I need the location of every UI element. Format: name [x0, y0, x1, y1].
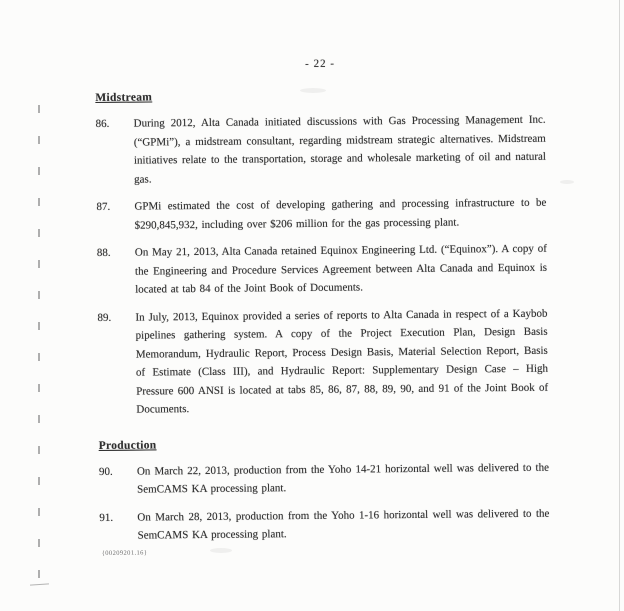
paragraph-86 — [96, 111, 547, 189]
paragraph-number: 88. — [96, 246, 111, 259]
paragraph-text: On May 21, 2013, Alta Canada retained Equinox Engineering Ltd. (“Equinox”). A copy of the Engineering and Procedure Services Agreement between Alta Canada and Equinox is located at tab 84 of the Joint Book of Documents. — [134, 242, 548, 296]
scan-smudge — [560, 180, 574, 184]
paragraph-number: 91. — [99, 511, 114, 524]
scan-artifact-dash — [30, 583, 49, 585]
section-heading-midstream: Midstream — [95, 91, 153, 104]
paragraph-87 — [96, 194, 546, 235]
page-content — [95, 56, 550, 555]
scan-binding-marks-line — [38, 105, 40, 587]
paragraph-text: On March 22, 2013, production from the Yoho 14-21 horizontal well was delivered to the SemCAMS KA processing plant. — [136, 461, 549, 496]
paragraph-text: In July, 2013, Equinox provided a series of reports to Alta Canada in respect of a Kaybob pipelines gathering system. A copy of the Project Execution Plan, Design Basis Memorandum, Hydraulic Report, Process Design Basis, Material Selection Report, Basis of Estimate (Class III), and Hydraulic Report: Supplementary Design Case – High Pressure 600 ANSI is located at tabs 85, 86, 87, 88, 89, 90, and 91 of the Joint Book of Documents. — [135, 307, 549, 416]
footer-document-id: {00209201.16} — [101, 549, 148, 557]
paragraph-number: 89. — [97, 311, 112, 324]
paragraph-number: 86. — [95, 117, 110, 130]
paragraph-89 — [97, 304, 548, 419]
page-number: - 22 - — [305, 57, 336, 70]
paragraph-text: On March 28, 2013, production from the Yoho 1-16 horizontal well was delivered to the SemCAMS KA processing plant. — [137, 507, 550, 542]
section-heading-production: Production — [98, 438, 157, 452]
paragraph-text: During 2012, Alta Canada initiated discussions with Gas Processing Management Inc. (“GPMi”), a midstream consultant, regarding midstream strategic alternatives. Midstream initiatives relate to the transportation, storage and wholesale marketing of oil and natural gas. — [133, 113, 547, 186]
section-production — [99, 435, 550, 545]
paragraph-91 — [99, 504, 549, 545]
paragraph-number: 87. — [96, 200, 111, 213]
paragraph-number: 90. — [98, 465, 113, 478]
scan-edge-line — [619, 0, 620, 611]
paragraph-90 — [99, 458, 549, 499]
section-midstream — [95, 88, 548, 420]
paragraph-88 — [97, 240, 548, 300]
paragraph-text: GPMi estimated the cost of developing gathering and processing infrastructure to be $290,845,932, including over $206 million for the gas processing plant. — [134, 196, 547, 232]
